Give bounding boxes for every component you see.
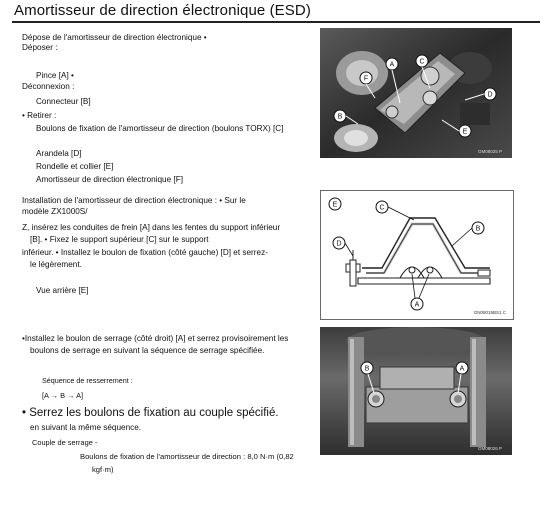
figure1-label: B xyxy=(337,113,343,121)
section1-intro-line1: Dépose de l'amortisseur de direction électronique • xyxy=(22,33,207,42)
figure3-label: B xyxy=(364,365,370,373)
step-bolts: Boulons de fixation de l'amortisseur de direction (boulons TORX) [C] xyxy=(36,124,284,133)
title-divider xyxy=(12,21,540,23)
step-washer: Arandela [D] xyxy=(36,149,82,158)
figure1-label: E xyxy=(462,128,468,136)
torque-label: Couple de serrage - xyxy=(32,438,98,447)
figure2-label: E xyxy=(332,201,338,209)
section2-line5: inférieur. • Installez le boulon de fixation (côté gauche) [D] et serrez- xyxy=(22,248,268,257)
same-sequence: en suivant la même séquence. xyxy=(30,423,142,432)
figure2-label: B xyxy=(475,225,481,233)
figure1-label: C xyxy=(419,58,425,66)
section2-line4: [B]. • Fixez le support supérieur [C] sur le support xyxy=(30,235,209,244)
step-damper: Amortisseur de direction électronique [F] xyxy=(36,175,183,184)
page-title: Amortisseur de direction électronique (ESD) xyxy=(14,2,311,19)
section3-line1: •Installez le boulon de serrage (côté droit) [A] et serrez provisoirement les xyxy=(22,334,289,343)
figure1-label: A xyxy=(389,61,395,69)
section2-line6: le légèrement. xyxy=(30,260,82,269)
figure3-code: GM08026 P xyxy=(477,446,502,451)
figure2-label: C xyxy=(379,204,385,212)
section2-line3: Z, insérez les conduites de frein [A] dans les fentes du support inférieur xyxy=(22,223,281,232)
step-washer-collar: Rondelle et collier [E] xyxy=(36,162,114,171)
figure2-diagram xyxy=(320,190,514,320)
torque-line2: kgf·m) xyxy=(92,465,114,474)
figure2-label: A xyxy=(414,301,420,309)
figure2-label: D xyxy=(336,240,342,248)
step-disconnection: Déconnexion : xyxy=(22,82,75,91)
rear-view-label: Vue arrière [E] xyxy=(36,286,89,295)
torque-line1: Boulons de fixation de l'amortisseur de direction : 8,0 N·m (0,82 xyxy=(80,452,294,461)
section2-line1: Installation de l'amortisseur de direction électronique : • Sur le xyxy=(22,196,246,205)
sequence-label: Séquence de resserrement : xyxy=(42,376,133,385)
figure1-code: GM08025 P xyxy=(477,149,502,154)
figure3-label: A xyxy=(459,365,465,373)
figure1-label: D xyxy=(487,91,493,99)
step-connector: Connecteur [B] xyxy=(36,97,91,106)
figure2-code: GN08019BS1 C xyxy=(473,310,506,315)
figure1-photo xyxy=(320,28,512,158)
section1-intro-line2: Déposer : xyxy=(22,43,58,52)
figure1-label: F xyxy=(363,75,369,83)
section3-line2: boulons de serrage en suivant la séquence de serrage spécifiée. xyxy=(30,346,265,355)
section2-line2: modèle ZX1000S/ xyxy=(22,207,88,216)
step-clamp: Pince [A] • xyxy=(36,71,74,80)
sequence-value: [A → B → A] xyxy=(42,391,84,400)
step-remove: • Retirer : xyxy=(22,111,57,120)
figure3-photo xyxy=(320,327,512,455)
tighten-instruction: • Serrez les boulons de fixation au couple spécifié. xyxy=(22,407,279,419)
